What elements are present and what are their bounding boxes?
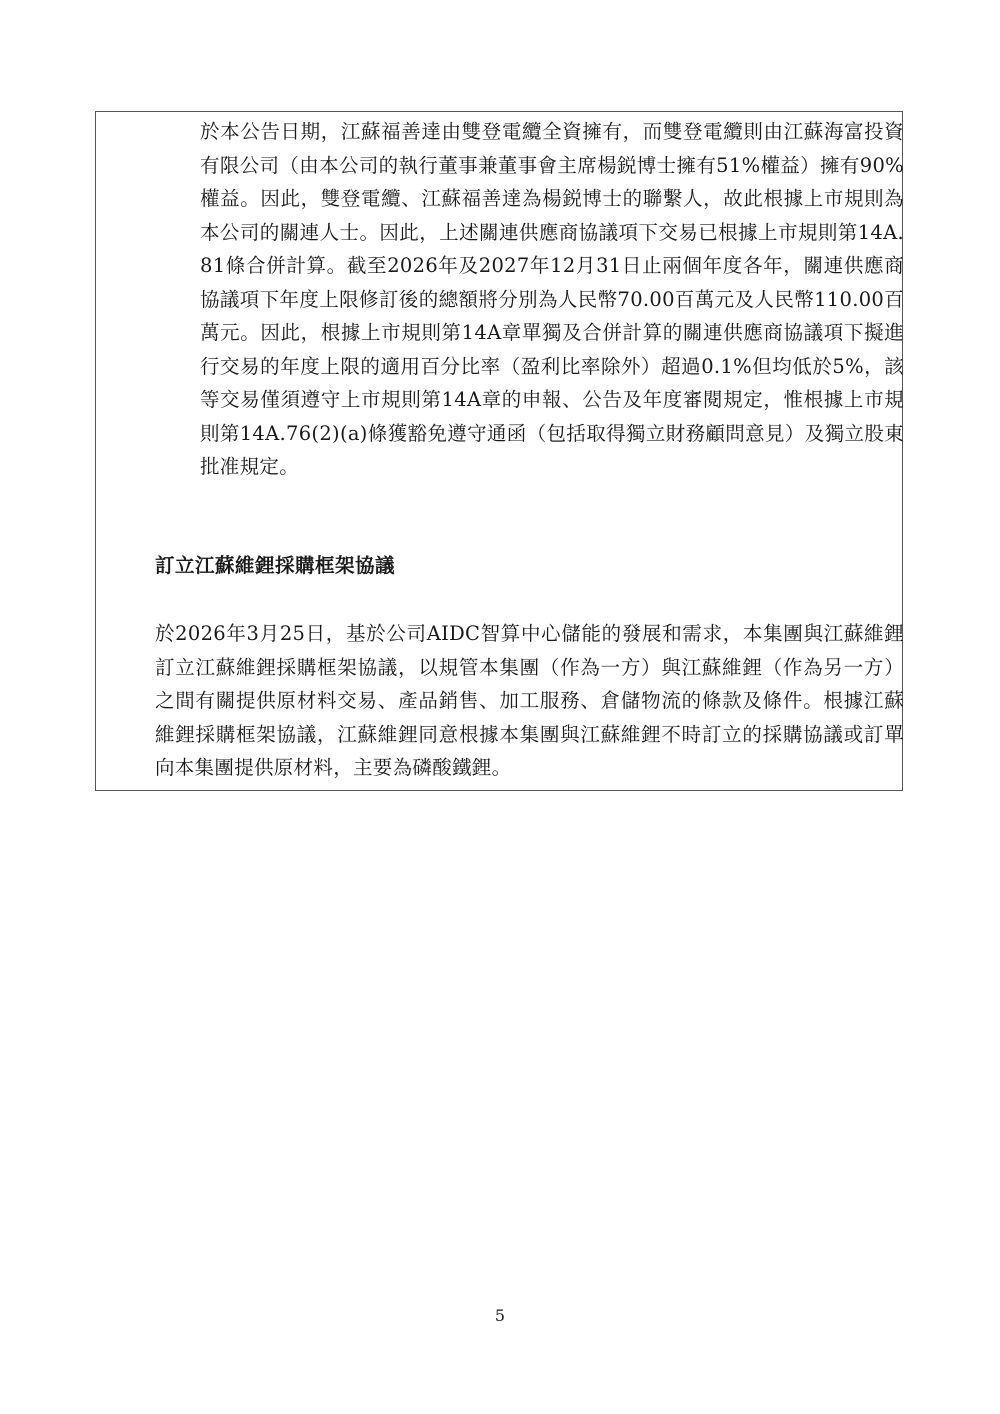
paragraph-connected-persons: 於本公告日期，江蘇福善達由雙登電纜全資擁有，而雙登電纜則由江蘇海富投資有限公司（由本公司的執行董事兼董事會主席楊鋭博士擁有51%權益）擁有90%權益。因此，雙登電纜、江蘇福善達為楊鋭博士的聯繫人，故此根據上市規則為本公司的關連人士。因此，上述關連供應商協議項下交易已根據上市規則第14A.81條合併計算。截至2026年及2027年12月31日止兩個年度各年，關連供應商協議項下年度上限修訂後的總額將分別為人民幣70.00百萬元及人民幣110.00百萬元。因此，根據上市規則第14A章單獨及合併計算的關連供應商協議項下擬進行交易的年度上限的適用百分比率（盈利比率除外）超過0.1%但均低於5%，該等交易僅須遵守上市規則第14A章的申報、公告及年度審閱規定，惟根據上市規則第14A.76(2)(a)條獲豁免遵守通函（包括取得獨立財務顧問意見）及獨立股東批准規定。	[200, 120, 904, 478]
section-heading: 訂立江蘇維鋰採購框架協議	[155, 554, 396, 577]
page-number: 5	[494, 1306, 506, 1325]
paragraph-procurement-agreement: 於2026年3月25日，基於公司AIDC智算中心儲能的發展和需求，本集團與江蘇維鋰訂立江蘇維鋰採購框架協議，以規管本集團（作為一方）與江蘇維鋰（作為另一方）之間有關提供原材料交易、產品銷售、加工服務、倉儲物流的條款及條件。根據江蘇維鋰採購框架協議，江蘇維鋰同意根據本集團與江蘇維鋰不時訂立的採購協議或訂單向本集團提供原材料，主要為磷酸鐵鋰。	[155, 622, 904, 779]
